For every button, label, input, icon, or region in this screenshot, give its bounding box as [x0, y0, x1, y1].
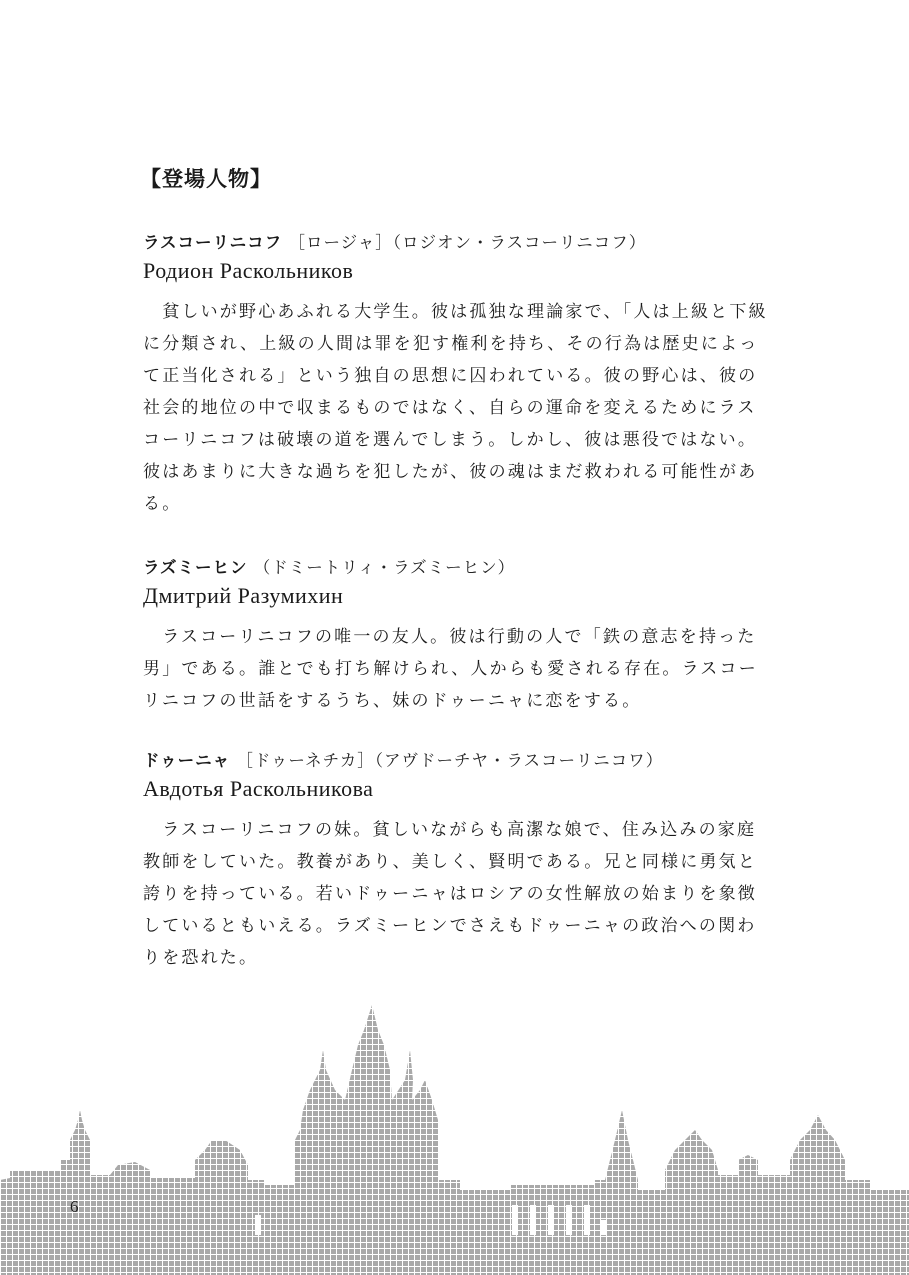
character-jp-name: ラズミーヒン	[143, 558, 248, 577]
character-alt-names: （ドミートリィ・ラズミーヒン）	[253, 558, 516, 577]
character-jp-name: ラスコーリニコフ	[143, 233, 283, 252]
text-line: 教師をしていた。教養があり、美しく、賢明である。兄と同様に勇気と	[143, 852, 758, 872]
text-line: ラスコーリニコフの唯一の友人。彼は行動の人で「鉄の意志を持った	[143, 627, 757, 647]
text-line: 貧しいが野心あふれる大学生。彼は孤独な理論家で、「人は上級と下級	[143, 302, 768, 322]
character-ru-name: Родион Раскольников	[143, 258, 354, 283]
text-line: る。	[143, 494, 182, 514]
page-number: 6	[70, 1197, 79, 1216]
text-line: に分類され、上級の人間は罪を犯す権利を持ち、その行為は歴史によっ	[143, 334, 759, 354]
text-line: しているともいえる。ラズミーヒンでさえもドゥーニャの政治への関わ	[143, 916, 757, 936]
text-line: りを恐れた。	[143, 948, 259, 968]
text-line: ラスコーリニコフの妹。貧しいながらも高潔な娘で、住み込みの家庭	[143, 820, 757, 840]
text-line: コーリニコフは破壊の道を選んでしまう。しかし、彼は悪役ではない。	[143, 430, 758, 450]
character-ru-name: Авдотья Раскольникова	[143, 776, 374, 801]
text-line: 男」である。誰とでも打ち解けられ、人からも愛される存在。ラスコー	[143, 659, 758, 679]
character-entry-raskolnikov	[143, 232, 783, 520]
character-description	[143, 296, 783, 520]
character-description	[143, 621, 783, 717]
character-ru-name: Дмитрий Разумихин	[143, 583, 344, 608]
text-line: 誇りを持っている。若いドゥーニャはロシアの女性解放の始まりを象徴	[143, 884, 757, 904]
text-line: て正当化される」という独自の思想に囚われている。彼の野心は、彼の	[143, 366, 758, 386]
text-line: 彼はあまりに大きな過ちを犯したが、彼の魂はまだ救われる可能性があ	[143, 462, 758, 482]
character-alt-names: ［ロージャ］（ロジオン・ラスコーリニコフ）	[288, 233, 647, 252]
character-jp-name: ドゥーニャ	[143, 751, 231, 770]
city-skyline-illustration	[0, 990, 909, 1275]
character-alt-names: ［ドゥーネチカ］（アヴドーチヤ・ラスコーリニコワ）	[236, 751, 664, 770]
text-line: リニコフの世話をするうち、妹のドゥーニャに恋をする。	[143, 691, 642, 711]
character-entry-razumikhin	[143, 557, 783, 717]
character-entry-dunya	[143, 750, 783, 974]
section-heading: 【登場人物】	[140, 167, 272, 191]
character-description	[143, 814, 783, 974]
text-line: 社会的地位の中で収まるものではなく、自らの運命を変えるためにラス	[143, 398, 757, 418]
